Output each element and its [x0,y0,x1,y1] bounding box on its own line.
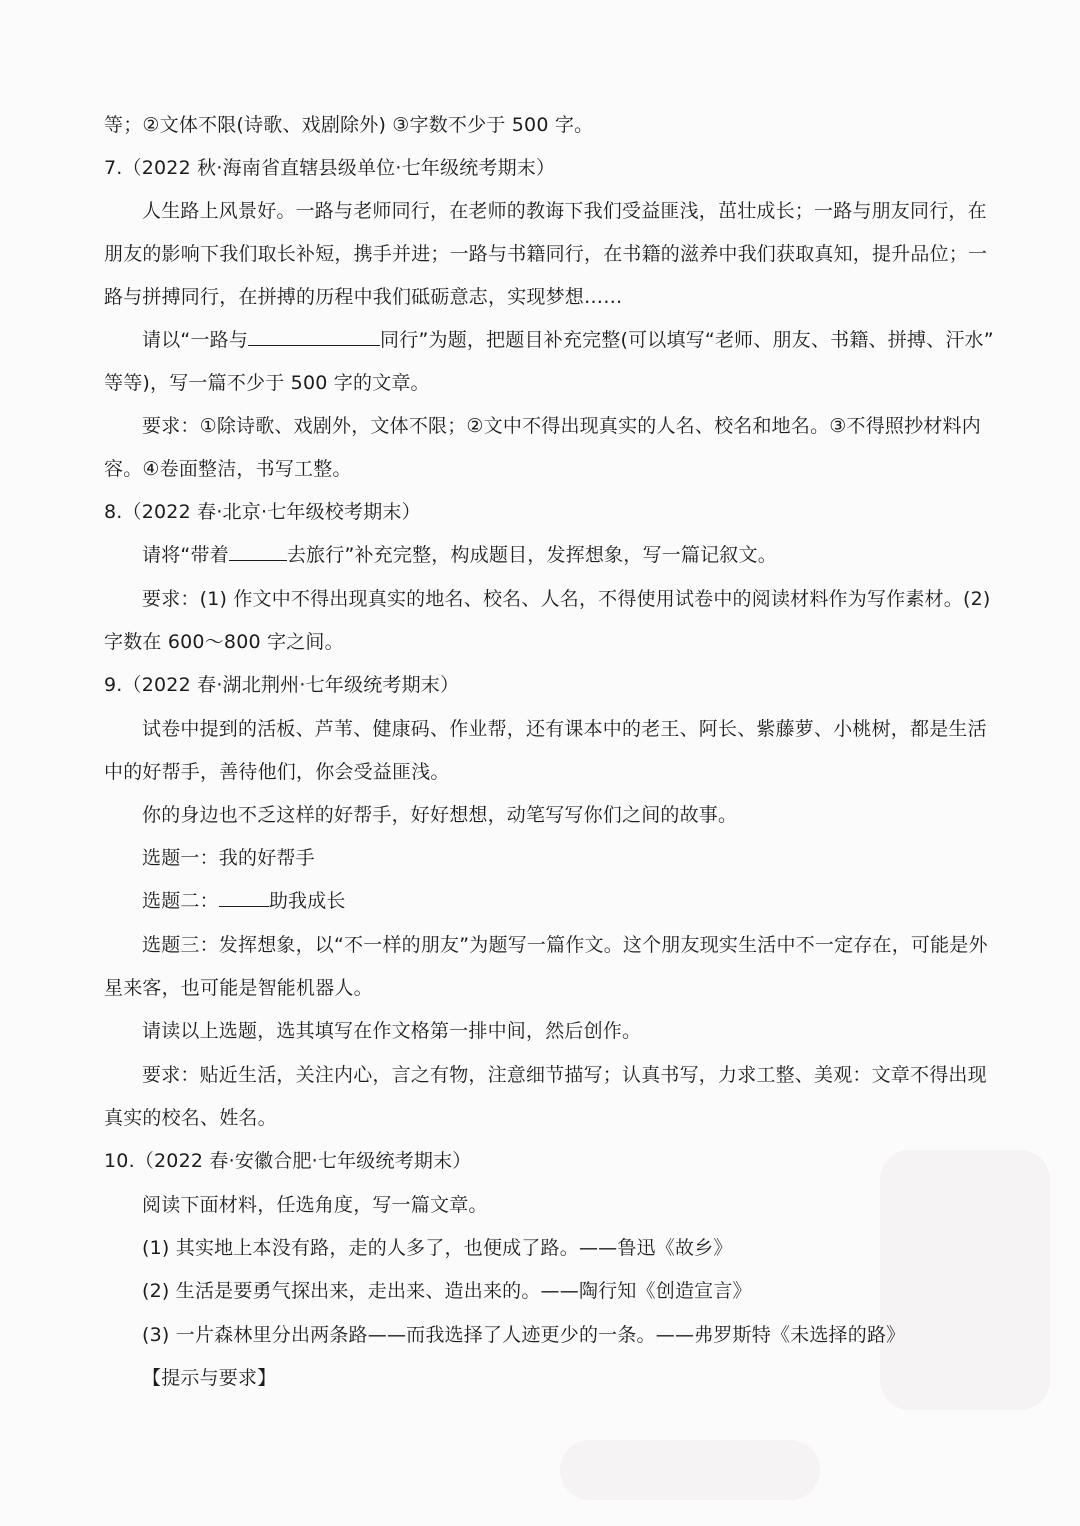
prompt-text: 同行”为题，把题目补充完整(可以填写“老师、朋友、书籍、拼搏、汗水” [380,329,994,351]
question-header: 8.（2022 春·北京·七年级校考期末） [104,501,421,523]
quote-line: (2) 生活是要勇气探出来，走出来、造出来的。——陶行知《创造宣言》 [142,1280,752,1302]
text-line: 请读以上选题，选其填写在作文格第一排中间，然后创作。 [142,1020,642,1042]
text-line: 中的好帮手，善待他们，你会受益匪浅。 [104,761,450,783]
fill-in-blank [248,327,380,346]
text-line: 路与拼搏同行，在拼搏的历程中我们砥砺意志，实现梦想…… [104,286,623,308]
question-header: 9.（2022 春·湖北荆州·七年级统考期末） [104,674,460,696]
text-line: 人生路上风景好。一路与老师同行，在老师的教诲下我们受益匪浅，茁壮成长；一路与朋友同行，在 [142,200,987,222]
prompt-text: 请将“带着 [142,544,229,566]
text-line: 容。④卷面整洁，书写工整。 [104,458,352,480]
background-smudge [880,1150,1050,1410]
prompt-text: 选题二： [142,890,219,912]
prompt-text: 去旅行”补充完整，构成题目，发挥想象，写一篇记叙文。 [286,544,777,566]
text-line: 试卷中提到的活板、芦苇、健康码、作业帮，还有课本中的老王、阿长、紫藤萝、小桃树，都是生活 [142,718,987,740]
quote-line: (3) 一片森林里分出两条路——而我选择了人迹更少的一条。——弗罗斯特《未选择的路》 [142,1324,906,1346]
background-smudge [560,1440,820,1500]
topic-option [142,888,346,914]
text-line: 等等)，写一篇不少于 500 字的文章。 [104,372,430,394]
text-line: 你的身边也不乏这样的好帮手，好好想想，动笔写写你们之间的故事。 [142,804,738,826]
fill-in-blank [229,542,287,561]
requirements-line: 要求：①除诗歌、戏剧外，文体不限；②文中不得出现真实的人名、校名和地名。③不得照抄材料内 [142,415,981,437]
topic-option: 选题一：我的好帮手 [142,847,315,869]
prompt-text: 请以“一路与 [142,329,249,351]
text-line: 星来客，也可能是智能机器人。 [104,977,373,999]
prompt-text: 助我成长 [268,890,346,912]
quote-line: (1) 其实地上本没有路，走的人多了，也便成了路。——鲁迅《故乡》 [142,1237,733,1259]
topic-option: 选题三：发挥想象，以“不一样的朋友”为题写一篇作文。这个朋友现实生活中不一定存在，可能是外 [142,934,988,956]
section-heading: 【提示与要求】 [142,1367,277,1389]
text-line: 真实的校名、姓名。 [104,1107,277,1129]
text-line [142,542,777,568]
requirements-line: 要求：(1) 作文中不得出现真实的地名、校名、人名，不得使用试卷中的阅读材料作为写作素材。(2) [142,588,991,610]
text-line: 等；②文体不限(诗歌、戏剧除外) ③字数不少于 500 字。 [104,114,594,136]
question-header: 10.（2022 春·安徽合肥·七年级统考期末） [104,1150,472,1172]
text-line [142,327,994,353]
fill-in-blank [219,888,269,907]
text-line: 阅读下面材料，任选角度，写一篇文章。 [142,1194,488,1216]
requirements-line: 要求：贴近生活，关注内心，言之有物，注意细节描写；认真书写，力求工整、美观：文章不得出现 [142,1064,987,1086]
question-header: 7.（2022 秋·海南省直辖县级单位·七年级统考期末） [104,157,556,179]
text-line: 朋友的影响下我们取长补短，携手并进；一路与书籍同行，在书籍的滋养中我们获取真知，提升品位；一 [104,243,988,265]
text-line: 字数在 600～800 字之间。 [104,631,344,653]
